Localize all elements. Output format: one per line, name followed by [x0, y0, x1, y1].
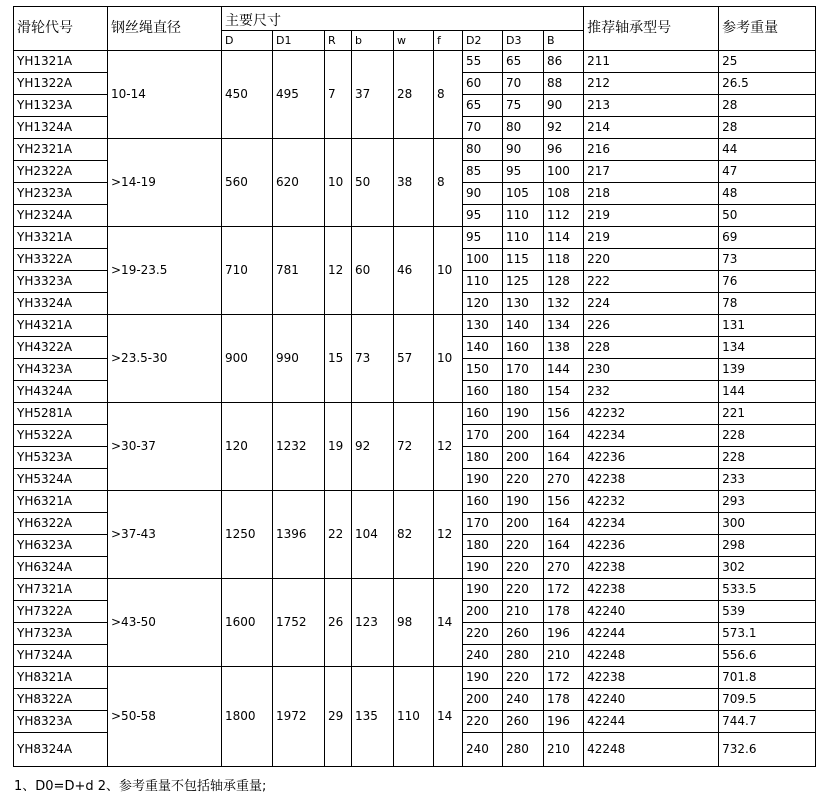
cell-weight: 78	[719, 293, 816, 315]
cell-d3: 90	[503, 139, 544, 161]
cell-r: 19	[325, 403, 352, 491]
cell-w: 38	[394, 139, 434, 227]
cell-bearing: 42236	[584, 535, 719, 557]
cell-r: 22	[325, 491, 352, 579]
cell-weight: 28	[719, 95, 816, 117]
cell-d3: 200	[503, 447, 544, 469]
table-row	[14, 227, 816, 249]
cell-d1: 781	[273, 227, 325, 315]
cell-bearing: 224	[584, 293, 719, 315]
cell-r: 7	[325, 51, 352, 139]
table-row	[14, 579, 816, 601]
subheader-d3: D3	[503, 31, 544, 51]
cell-bearing: 213	[584, 95, 719, 117]
cell-b: 104	[352, 491, 394, 579]
cell-b: 123	[352, 579, 394, 667]
cell-d: 560	[222, 139, 273, 227]
cell-code: YH5324A	[14, 469, 108, 491]
cell-code: YH2321A	[14, 139, 108, 161]
cell-r: 12	[325, 227, 352, 315]
cell-code: YH7321A	[14, 579, 108, 601]
cell-d2: 95	[463, 227, 503, 249]
cell-r: 10	[325, 139, 352, 227]
cell-f: 14	[434, 667, 463, 767]
cell-f: 10	[434, 315, 463, 403]
cell-code: YH1321A	[14, 51, 108, 73]
cell-b: 50	[352, 139, 394, 227]
cell-d: 1600	[222, 579, 273, 667]
cell-bearing: 42232	[584, 403, 719, 425]
cell-d3: 130	[503, 293, 544, 315]
cell-b: 114	[544, 227, 584, 249]
cell-weight: 302	[719, 557, 816, 579]
cell-r: 15	[325, 315, 352, 403]
table-row	[14, 315, 816, 337]
cell-d3: 220	[503, 535, 544, 557]
cell-d3: 65	[503, 51, 544, 73]
cell-b: 196	[544, 623, 584, 645]
cell-b: 96	[544, 139, 584, 161]
cell-w: 46	[394, 227, 434, 315]
cell-code: YH4323A	[14, 359, 108, 381]
cell-b: 108	[544, 183, 584, 205]
cell-bearing: 42232	[584, 491, 719, 513]
cell-b: 210	[544, 645, 584, 667]
table-row	[14, 51, 816, 73]
cell-code: YH3324A	[14, 293, 108, 315]
cell-d2: 120	[463, 293, 503, 315]
cell-d3: 210	[503, 601, 544, 623]
cell-code: YH8322A	[14, 689, 108, 711]
cell-bearing: 212	[584, 73, 719, 95]
cell-b: 73	[352, 315, 394, 403]
subheader-w: w	[394, 31, 434, 51]
cell-f: 14	[434, 579, 463, 667]
cell-d3: 170	[503, 359, 544, 381]
cell-f: 12	[434, 403, 463, 491]
cell-d3: 125	[503, 271, 544, 293]
cell-f: 8	[434, 139, 463, 227]
cell-b: 90	[544, 95, 584, 117]
cell-d3: 110	[503, 227, 544, 249]
footnote: 1、D0=D+d 2、参考重量不包括轴承重量;	[14, 779, 267, 794]
cell-d2: 170	[463, 425, 503, 447]
cell-code: YH6322A	[14, 513, 108, 535]
cell-d3: 110	[503, 205, 544, 227]
cell-d1: 1396	[273, 491, 325, 579]
cell-d: 900	[222, 315, 273, 403]
cell-bearing: 42244	[584, 711, 719, 733]
cell-code: YH4324A	[14, 381, 108, 403]
cell-d2: 70	[463, 117, 503, 139]
cell-code: YH8324A	[14, 733, 108, 767]
cell-d2: 95	[463, 205, 503, 227]
cell-bearing: 214	[584, 117, 719, 139]
cell-bearing: 42240	[584, 601, 719, 623]
cell-bearing: 42244	[584, 623, 719, 645]
cell-w: 72	[394, 403, 434, 491]
cell-bearing: 218	[584, 183, 719, 205]
cell-b: 210	[544, 733, 584, 767]
cell-f: 12	[434, 491, 463, 579]
cell-d3: 80	[503, 117, 544, 139]
cell-code: YH7322A	[14, 601, 108, 623]
cell-code: YH1324A	[14, 117, 108, 139]
cell-r: 29	[325, 667, 352, 767]
cell-d1: 1752	[273, 579, 325, 667]
cell-d3: 220	[503, 469, 544, 491]
cell-bearing: 222	[584, 271, 719, 293]
cell-bearing: 42236	[584, 447, 719, 469]
cell-bearing: 42238	[584, 557, 719, 579]
cell-d1: 1232	[273, 403, 325, 491]
cell-b: 196	[544, 711, 584, 733]
cell-b: 156	[544, 403, 584, 425]
cell-d2: 160	[463, 403, 503, 425]
cell-b: 172	[544, 579, 584, 601]
header-rope-diameter: 钢丝绳直径	[108, 7, 222, 51]
cell-code: YH8323A	[14, 711, 108, 733]
cell-d3: 180	[503, 381, 544, 403]
cell-bearing: 42240	[584, 689, 719, 711]
cell-w: 28	[394, 51, 434, 139]
cell-weight: 134	[719, 337, 816, 359]
cell-code: YH4322A	[14, 337, 108, 359]
cell-w: 57	[394, 315, 434, 403]
cell-bearing: 42248	[584, 733, 719, 767]
cell-weight: 47	[719, 161, 816, 183]
subheader-b: b	[352, 31, 394, 51]
cell-b: 92	[352, 403, 394, 491]
cell-bearing: 42238	[584, 667, 719, 689]
cell-weight: 139	[719, 359, 816, 381]
cell-d3: 200	[503, 513, 544, 535]
cell-d3: 75	[503, 95, 544, 117]
cell-bearing: 232	[584, 381, 719, 403]
cell-d3: 190	[503, 403, 544, 425]
cell-b: 164	[544, 425, 584, 447]
cell-d: 1800	[222, 667, 273, 767]
table-row	[14, 403, 816, 425]
cell-b: 112	[544, 205, 584, 227]
cell-weight: 48	[719, 183, 816, 205]
cell-d2: 100	[463, 249, 503, 271]
cell-d2: 170	[463, 513, 503, 535]
cell-b: 178	[544, 601, 584, 623]
cell-weight: 228	[719, 447, 816, 469]
cell-b: 138	[544, 337, 584, 359]
cell-bearing: 220	[584, 249, 719, 271]
cell-weight: 709.5	[719, 689, 816, 711]
header-code: 滑轮代号	[14, 7, 108, 51]
cell-d3: 95	[503, 161, 544, 183]
cell-d3: 280	[503, 733, 544, 767]
subheader-f: f	[434, 31, 463, 51]
cell-code: YH8321A	[14, 667, 108, 689]
cell-weight: 131	[719, 315, 816, 337]
cell-weight: 744.7	[719, 711, 816, 733]
cell-weight: 50	[719, 205, 816, 227]
cell-d3: 220	[503, 579, 544, 601]
cell-weight: 73	[719, 249, 816, 271]
cell-d1: 1972	[273, 667, 325, 767]
cell-bearing: 211	[584, 51, 719, 73]
cell-d3: 190	[503, 491, 544, 513]
cell-code: YH3323A	[14, 271, 108, 293]
cell-rope: >50-58	[108, 667, 222, 767]
cell-b: 60	[352, 227, 394, 315]
cell-weight: 76	[719, 271, 816, 293]
cell-d2: 180	[463, 535, 503, 557]
cell-weight: 69	[719, 227, 816, 249]
table-body	[14, 7, 816, 767]
cell-bearing: 219	[584, 205, 719, 227]
cell-d2: 140	[463, 337, 503, 359]
cell-d2: 220	[463, 623, 503, 645]
cell-code: YH5322A	[14, 425, 108, 447]
cell-b: 128	[544, 271, 584, 293]
cell-d3: 260	[503, 623, 544, 645]
cell-code: YH4321A	[14, 315, 108, 337]
cell-d2: 85	[463, 161, 503, 183]
cell-d: 120	[222, 403, 273, 491]
cell-weight: 25	[719, 51, 816, 73]
header-main-dimensions: 主要尺寸	[222, 7, 584, 31]
cell-w: 82	[394, 491, 434, 579]
cell-d2: 160	[463, 381, 503, 403]
cell-bearing: 42238	[584, 579, 719, 601]
table-row	[14, 491, 816, 513]
cell-code: YH6321A	[14, 491, 108, 513]
cell-weight: 300	[719, 513, 816, 535]
cell-d2: 55	[463, 51, 503, 73]
pulley-spec-table	[13, 6, 816, 767]
cell-weight: 228	[719, 425, 816, 447]
cell-weight: 144	[719, 381, 816, 403]
cell-code: YH7324A	[14, 645, 108, 667]
cell-d2: 180	[463, 447, 503, 469]
cell-code: YH7323A	[14, 623, 108, 645]
cell-weight: 573.1	[719, 623, 816, 645]
cell-weight: 28	[719, 117, 816, 139]
cell-d: 450	[222, 51, 273, 139]
cell-b: 100	[544, 161, 584, 183]
subheader-d2: D2	[463, 31, 503, 51]
cell-d2: 80	[463, 139, 503, 161]
cell-weight: 539	[719, 601, 816, 623]
cell-d: 710	[222, 227, 273, 315]
cell-d: 1250	[222, 491, 273, 579]
cell-w: 98	[394, 579, 434, 667]
cell-weight: 26.5	[719, 73, 816, 95]
cell-weight: 533.5	[719, 579, 816, 601]
cell-code: YH6323A	[14, 535, 108, 557]
cell-d3: 260	[503, 711, 544, 733]
cell-b: 88	[544, 73, 584, 95]
cell-rope: >19-23.5	[108, 227, 222, 315]
cell-code: YH5323A	[14, 447, 108, 469]
cell-d2: 220	[463, 711, 503, 733]
cell-code: YH3322A	[14, 249, 108, 271]
cell-b: 132	[544, 293, 584, 315]
subheader-bb: B	[544, 31, 584, 51]
cell-d2: 240	[463, 733, 503, 767]
cell-d2: 160	[463, 491, 503, 513]
cell-d2: 240	[463, 645, 503, 667]
cell-weight: 233	[719, 469, 816, 491]
cell-d2: 200	[463, 689, 503, 711]
cell-b: 86	[544, 51, 584, 73]
cell-f: 8	[434, 51, 463, 139]
cell-d2: 60	[463, 73, 503, 95]
cell-b: 156	[544, 491, 584, 513]
cell-b: 178	[544, 689, 584, 711]
subheader-r: R	[325, 31, 352, 51]
cell-b: 134	[544, 315, 584, 337]
cell-bearing: 216	[584, 139, 719, 161]
cell-rope: >14-19	[108, 139, 222, 227]
cell-d3: 200	[503, 425, 544, 447]
cell-weight: 221	[719, 403, 816, 425]
cell-d2: 190	[463, 557, 503, 579]
cell-d2: 190	[463, 579, 503, 601]
cell-d1: 990	[273, 315, 325, 403]
cell-bearing: 219	[584, 227, 719, 249]
cell-d2: 65	[463, 95, 503, 117]
table-row	[14, 667, 816, 689]
cell-d3: 220	[503, 667, 544, 689]
cell-d2: 150	[463, 359, 503, 381]
cell-weight: 293	[719, 491, 816, 513]
cell-code: YH1323A	[14, 95, 108, 117]
cell-bearing: 230	[584, 359, 719, 381]
header-row	[14, 7, 816, 31]
cell-b: 164	[544, 535, 584, 557]
subheader-d: D	[222, 31, 273, 51]
cell-d2: 190	[463, 469, 503, 491]
cell-b: 92	[544, 117, 584, 139]
cell-weight: 556.6	[719, 645, 816, 667]
cell-f: 10	[434, 227, 463, 315]
header-weight: 参考重量	[719, 7, 816, 51]
cell-code: YH6324A	[14, 557, 108, 579]
cell-rope: 10-14	[108, 51, 222, 139]
cell-d2: 190	[463, 667, 503, 689]
cell-d2: 110	[463, 271, 503, 293]
cell-bearing: 42234	[584, 425, 719, 447]
cell-rope: >43-50	[108, 579, 222, 667]
cell-d3: 240	[503, 689, 544, 711]
cell-b: 164	[544, 447, 584, 469]
cell-d3: 105	[503, 183, 544, 205]
cell-b: 270	[544, 469, 584, 491]
cell-bearing: 42234	[584, 513, 719, 535]
cell-d3: 140	[503, 315, 544, 337]
cell-b: 154	[544, 381, 584, 403]
cell-weight: 732.6	[719, 733, 816, 767]
cell-weight: 298	[719, 535, 816, 557]
cell-b: 118	[544, 249, 584, 271]
cell-rope: >23.5-30	[108, 315, 222, 403]
cell-bearing: 217	[584, 161, 719, 183]
cell-b: 270	[544, 557, 584, 579]
cell-weight: 701.8	[719, 667, 816, 689]
cell-code: YH1322A	[14, 73, 108, 95]
cell-d3: 160	[503, 337, 544, 359]
cell-code: YH5281A	[14, 403, 108, 425]
cell-code: YH3321A	[14, 227, 108, 249]
table-row	[14, 139, 816, 161]
cell-bearing: 42248	[584, 645, 719, 667]
cell-bearing: 42238	[584, 469, 719, 491]
cell-d2: 130	[463, 315, 503, 337]
cell-d1: 495	[273, 51, 325, 139]
cell-d3: 220	[503, 557, 544, 579]
cell-bearing: 226	[584, 315, 719, 337]
header-bearing: 推荐轴承型号	[584, 7, 719, 51]
cell-bearing: 228	[584, 337, 719, 359]
subheader-d1: D1	[273, 31, 325, 51]
cell-weight: 44	[719, 139, 816, 161]
cell-b: 164	[544, 513, 584, 535]
cell-d3: 280	[503, 645, 544, 667]
cell-code: YH2322A	[14, 161, 108, 183]
cell-code: YH2323A	[14, 183, 108, 205]
cell-rope: >30-37	[108, 403, 222, 491]
cell-rope: >37-43	[108, 491, 222, 579]
cell-d2: 200	[463, 601, 503, 623]
cell-d2: 90	[463, 183, 503, 205]
cell-b: 144	[544, 359, 584, 381]
cell-code: YH2324A	[14, 205, 108, 227]
cell-b: 135	[352, 667, 394, 767]
cell-d3: 70	[503, 73, 544, 95]
cell-w: 110	[394, 667, 434, 767]
cell-b: 172	[544, 667, 584, 689]
cell-r: 26	[325, 579, 352, 667]
cell-b: 37	[352, 51, 394, 139]
cell-d3: 115	[503, 249, 544, 271]
cell-d1: 620	[273, 139, 325, 227]
